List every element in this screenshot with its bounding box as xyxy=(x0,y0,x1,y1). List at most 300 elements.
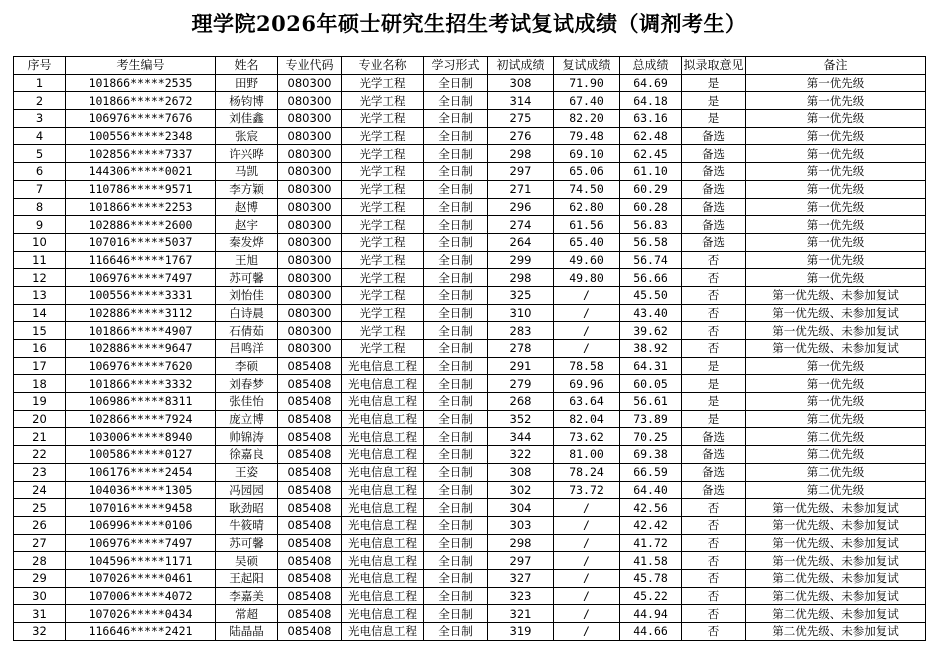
table-row xyxy=(14,552,926,570)
col-exam-id-cell: 102886*****9647 xyxy=(66,340,216,358)
col-total-score-cell: 44.94 xyxy=(620,605,682,623)
col-major-name-cell: 光学工程 xyxy=(342,74,424,92)
col-remark-cell: 第一优先级 xyxy=(746,269,926,287)
col-admission-cell: 备选 xyxy=(682,428,746,446)
table-row xyxy=(14,251,926,269)
col-prelim-score-cell: 327 xyxy=(488,569,554,587)
col-total-score-cell: 41.58 xyxy=(620,552,682,570)
col-retest-score-cell: 62.80 xyxy=(554,198,620,216)
col-remark-cell: 第二优先级、未参加复试 xyxy=(746,587,926,605)
table-row xyxy=(14,127,926,145)
col-major-name-cell: 光学工程 xyxy=(342,340,424,358)
col-exam-id-cell: 103006*****8940 xyxy=(66,428,216,446)
col-total-score-header: 总成绩 xyxy=(620,57,682,75)
col-major-code-cell: 085408 xyxy=(278,357,342,375)
col-total-score-cell: 73.89 xyxy=(620,410,682,428)
col-admission-cell: 是 xyxy=(682,393,746,411)
col-major-code-cell: 080300 xyxy=(278,145,342,163)
col-remark-cell: 第一优先级、未参加复试 xyxy=(746,552,926,570)
col-major-name-cell: 光电信息工程 xyxy=(342,393,424,411)
col-total-score-cell: 62.48 xyxy=(620,127,682,145)
col-major-code-cell: 080300 xyxy=(278,269,342,287)
col-major-code-cell: 080300 xyxy=(278,233,342,251)
col-name-cell: 吕鸣洋 xyxy=(216,340,278,358)
col-remark-cell: 第一优先级 xyxy=(746,163,926,181)
col-total-score-cell: 64.40 xyxy=(620,481,682,499)
col-retest-score-cell: / xyxy=(554,623,620,641)
col-remark-cell: 第一优先级 xyxy=(746,233,926,251)
col-study-mode-cell: 全日制 xyxy=(424,110,488,128)
col-name-cell: 徐嘉良 xyxy=(216,446,278,464)
col-seq-cell: 32 xyxy=(14,623,66,641)
col-exam-id-cell: 106176*****2454 xyxy=(66,463,216,481)
col-retest-score-cell: / xyxy=(554,304,620,322)
col-seq-cell: 30 xyxy=(14,587,66,605)
col-retest-score-cell: / xyxy=(554,587,620,605)
col-study-mode-cell: 全日制 xyxy=(424,145,488,163)
col-prelim-score-cell: 314 xyxy=(488,92,554,110)
col-remark-cell: 第一优先级、未参加复试 xyxy=(746,499,926,517)
col-prelim-score-cell: 297 xyxy=(488,552,554,570)
col-seq-cell: 5 xyxy=(14,145,66,163)
col-prelim-score-cell: 296 xyxy=(488,198,554,216)
col-name-cell: 杨钧博 xyxy=(216,92,278,110)
col-retest-score-cell: 73.62 xyxy=(554,428,620,446)
col-total-score-cell: 56.83 xyxy=(620,216,682,234)
col-remark-cell: 第一优先级 xyxy=(746,110,926,128)
col-total-score-cell: 45.78 xyxy=(620,569,682,587)
col-study-mode-cell: 全日制 xyxy=(424,481,488,499)
col-name-cell: 冯园园 xyxy=(216,481,278,499)
col-exam-id-cell: 106976*****7497 xyxy=(66,534,216,552)
col-remark-cell: 第一优先级 xyxy=(746,198,926,216)
col-remark-cell: 第一优先级 xyxy=(746,127,926,145)
col-name-cell: 赵博 xyxy=(216,198,278,216)
table-row xyxy=(14,499,926,517)
col-total-score-cell: 56.58 xyxy=(620,233,682,251)
col-exam-id-cell: 100586*****0127 xyxy=(66,446,216,464)
col-total-score-cell: 42.42 xyxy=(620,516,682,534)
col-name-cell: 刘春梦 xyxy=(216,375,278,393)
table-row xyxy=(14,357,926,375)
col-major-code-cell: 085408 xyxy=(278,428,342,446)
col-study-mode-cell: 全日制 xyxy=(424,569,488,587)
col-admission-cell: 否 xyxy=(682,499,746,517)
col-prelim-score-cell: 304 xyxy=(488,499,554,517)
col-retest-score-cell: 61.56 xyxy=(554,216,620,234)
col-retest-score-cell: 67.40 xyxy=(554,92,620,110)
col-major-code-cell: 085408 xyxy=(278,499,342,517)
col-major-code-cell: 085408 xyxy=(278,446,342,464)
col-remark-cell: 第二优先级、未参加复试 xyxy=(746,605,926,623)
col-admission-cell: 否 xyxy=(682,569,746,587)
col-retest-score-cell: 78.58 xyxy=(554,357,620,375)
col-prelim-score-header: 初试成绩 xyxy=(488,57,554,75)
col-admission-cell: 否 xyxy=(682,552,746,570)
col-major-code-cell: 080300 xyxy=(278,340,342,358)
col-major-code-cell: 080300 xyxy=(278,251,342,269)
col-admission-cell: 备选 xyxy=(682,233,746,251)
col-study-mode-cell: 全日制 xyxy=(424,286,488,304)
col-name-cell: 李硕 xyxy=(216,357,278,375)
col-seq-cell: 17 xyxy=(14,357,66,375)
col-major-code-cell: 085408 xyxy=(278,481,342,499)
col-remark-cell: 第二优先级 xyxy=(746,428,926,446)
col-major-name-cell: 光电信息工程 xyxy=(342,534,424,552)
col-exam-id-cell: 102886*****2600 xyxy=(66,216,216,234)
col-retest-score-cell: 78.24 xyxy=(554,463,620,481)
col-exam-id-cell: 116646*****2421 xyxy=(66,623,216,641)
col-seq-cell: 28 xyxy=(14,552,66,570)
table-row xyxy=(14,145,926,163)
col-study-mode-cell: 全日制 xyxy=(424,269,488,287)
col-seq-cell: 11 xyxy=(14,251,66,269)
col-major-name-cell: 光电信息工程 xyxy=(342,569,424,587)
col-exam-id-cell: 101866*****4907 xyxy=(66,322,216,340)
col-admission-cell: 备选 xyxy=(682,145,746,163)
col-prelim-score-cell: 319 xyxy=(488,623,554,641)
table-row xyxy=(14,198,926,216)
col-retest-score-cell: 49.80 xyxy=(554,269,620,287)
col-admission-cell: 备选 xyxy=(682,481,746,499)
col-total-score-cell: 41.72 xyxy=(620,534,682,552)
col-study-mode-header: 学习形式 xyxy=(424,57,488,75)
col-major-name-cell: 光电信息工程 xyxy=(342,605,424,623)
col-prelim-score-cell: 322 xyxy=(488,446,554,464)
col-prelim-score-cell: 308 xyxy=(488,74,554,92)
col-seq-cell: 8 xyxy=(14,198,66,216)
col-retest-score-cell: 49.60 xyxy=(554,251,620,269)
col-retest-score-cell: 71.90 xyxy=(554,74,620,92)
col-study-mode-cell: 全日制 xyxy=(424,552,488,570)
col-exam-id-cell: 106976*****7676 xyxy=(66,110,216,128)
col-total-score-cell: 60.28 xyxy=(620,198,682,216)
col-remark-cell: 第二优先级 xyxy=(746,463,926,481)
col-major-code-cell: 085408 xyxy=(278,410,342,428)
col-prelim-score-cell: 268 xyxy=(488,393,554,411)
col-prelim-score-cell: 278 xyxy=(488,340,554,358)
col-total-score-cell: 39.62 xyxy=(620,322,682,340)
col-major-name-cell: 光学工程 xyxy=(342,145,424,163)
table-row xyxy=(14,322,926,340)
col-total-score-cell: 69.38 xyxy=(620,446,682,464)
col-seq-cell: 19 xyxy=(14,393,66,411)
col-study-mode-cell: 全日制 xyxy=(424,180,488,198)
col-admission-cell: 是 xyxy=(682,410,746,428)
col-admission-cell: 备选 xyxy=(682,463,746,481)
col-exam-id-cell: 104036*****1305 xyxy=(66,481,216,499)
col-major-code-cell: 085408 xyxy=(278,623,342,641)
col-remark-cell: 第一优先级 xyxy=(746,375,926,393)
col-admission-cell: 否 xyxy=(682,322,746,340)
col-study-mode-cell: 全日制 xyxy=(424,216,488,234)
col-retest-score-cell: 65.40 xyxy=(554,233,620,251)
col-exam-id-cell: 101866*****2535 xyxy=(66,74,216,92)
col-study-mode-cell: 全日制 xyxy=(424,92,488,110)
col-total-score-cell: 63.16 xyxy=(620,110,682,128)
col-study-mode-cell: 全日制 xyxy=(424,446,488,464)
col-seq-cell: 22 xyxy=(14,446,66,464)
col-seq-cell: 20 xyxy=(14,410,66,428)
col-seq-cell: 4 xyxy=(14,127,66,145)
col-remark-cell: 第一优先级 xyxy=(746,92,926,110)
col-admission-cell: 否 xyxy=(682,605,746,623)
col-prelim-score-cell: 321 xyxy=(488,605,554,623)
col-retest-score-cell: 74.50 xyxy=(554,180,620,198)
col-remark-cell: 第二优先级 xyxy=(746,410,926,428)
col-retest-score-cell: / xyxy=(554,552,620,570)
col-major-name-cell: 光电信息工程 xyxy=(342,375,424,393)
col-exam-id-cell: 106996*****0106 xyxy=(66,516,216,534)
table-row xyxy=(14,534,926,552)
col-admission-cell: 是 xyxy=(682,357,746,375)
col-retest-score-cell: / xyxy=(554,605,620,623)
col-major-name-cell: 光学工程 xyxy=(342,251,424,269)
col-seq-cell: 12 xyxy=(14,269,66,287)
col-name-cell: 陆晶晶 xyxy=(216,623,278,641)
col-prelim-score-cell: 275 xyxy=(488,110,554,128)
col-prelim-score-cell: 274 xyxy=(488,216,554,234)
col-major-code-cell: 085408 xyxy=(278,516,342,534)
col-prelim-score-cell: 279 xyxy=(488,375,554,393)
col-name-cell: 秦发烨 xyxy=(216,233,278,251)
col-major-code-cell: 085408 xyxy=(278,552,342,570)
col-admission-cell: 备选 xyxy=(682,446,746,464)
col-major-name-cell: 光学工程 xyxy=(342,286,424,304)
col-name-cell: 白诗晨 xyxy=(216,304,278,322)
col-prelim-score-cell: 264 xyxy=(488,233,554,251)
col-admission-cell: 否 xyxy=(682,269,746,287)
table-row xyxy=(14,587,926,605)
col-exam-id-cell: 106976*****7620 xyxy=(66,357,216,375)
col-admission-cell: 是 xyxy=(682,110,746,128)
col-seq-cell: 6 xyxy=(14,163,66,181)
col-admission-cell: 否 xyxy=(682,534,746,552)
col-remark-cell: 第一优先级、未参加复试 xyxy=(746,516,926,534)
table-row xyxy=(14,516,926,534)
col-prelim-score-cell: 298 xyxy=(488,145,554,163)
col-exam-id-cell: 144306*****0021 xyxy=(66,163,216,181)
col-retest-score-cell: 65.06 xyxy=(554,163,620,181)
col-total-score-cell: 42.56 xyxy=(620,499,682,517)
col-major-name-cell: 光学工程 xyxy=(342,304,424,322)
col-major-name-cell: 光电信息工程 xyxy=(342,499,424,517)
col-prelim-score-cell: 352 xyxy=(488,410,554,428)
col-admission-cell: 是 xyxy=(682,375,746,393)
table-row xyxy=(14,481,926,499)
col-exam-id-cell: 107016*****9458 xyxy=(66,499,216,517)
col-remark-cell: 第二优先级 xyxy=(746,481,926,499)
col-prelim-score-cell: 276 xyxy=(488,127,554,145)
table-row xyxy=(14,569,926,587)
table-row xyxy=(14,286,926,304)
col-study-mode-cell: 全日制 xyxy=(424,127,488,145)
col-major-name-cell: 光电信息工程 xyxy=(342,623,424,641)
col-retest-score-cell: / xyxy=(554,499,620,517)
col-admission-cell: 否 xyxy=(682,623,746,641)
col-total-score-cell: 62.45 xyxy=(620,145,682,163)
col-total-score-cell: 56.74 xyxy=(620,251,682,269)
col-name-cell: 刘怡佳 xyxy=(216,286,278,304)
col-major-name-cell: 光电信息工程 xyxy=(342,552,424,570)
col-study-mode-cell: 全日制 xyxy=(424,251,488,269)
col-exam-id-cell: 100556*****2348 xyxy=(66,127,216,145)
col-name-cell: 王旭 xyxy=(216,251,278,269)
table-row xyxy=(14,233,926,251)
col-retest-score-cell: / xyxy=(554,569,620,587)
col-name-header: 姓名 xyxy=(216,57,278,75)
col-study-mode-cell: 全日制 xyxy=(424,587,488,605)
col-seq-cell: 27 xyxy=(14,534,66,552)
scores-table xyxy=(13,56,926,641)
col-seq-cell: 23 xyxy=(14,463,66,481)
col-name-cell: 苏可馨 xyxy=(216,269,278,287)
col-seq-cell: 16 xyxy=(14,340,66,358)
col-exam-id-cell: 107026*****0434 xyxy=(66,605,216,623)
col-exam-id-header: 考生编号 xyxy=(66,57,216,75)
col-study-mode-cell: 全日制 xyxy=(424,198,488,216)
table-row xyxy=(14,216,926,234)
col-total-score-cell: 66.59 xyxy=(620,463,682,481)
col-study-mode-cell: 全日制 xyxy=(424,605,488,623)
col-major-name-cell: 光学工程 xyxy=(342,127,424,145)
col-admission-header: 拟录取意见 xyxy=(683,58,744,73)
table-row xyxy=(14,428,926,446)
col-prelim-score-cell: 298 xyxy=(488,534,554,552)
col-admission-cell: 备选 xyxy=(682,198,746,216)
table-row xyxy=(14,375,926,393)
col-admission-cell: 否 xyxy=(682,251,746,269)
col-exam-id-cell: 110786*****9571 xyxy=(66,180,216,198)
col-seq-cell: 9 xyxy=(14,216,66,234)
col-major-code-cell: 080300 xyxy=(278,74,342,92)
col-study-mode-cell: 全日制 xyxy=(424,534,488,552)
col-seq-cell: 15 xyxy=(14,322,66,340)
col-remark-cell: 第一优先级 xyxy=(746,216,926,234)
col-admission-cell: 备选 xyxy=(682,180,746,198)
col-exam-id-cell: 106976*****7497 xyxy=(66,269,216,287)
col-prelim-score-cell: 310 xyxy=(488,304,554,322)
col-retest-score-cell: 63.64 xyxy=(554,393,620,411)
col-study-mode-cell: 全日制 xyxy=(424,74,488,92)
col-exam-id-cell: 101866*****3332 xyxy=(66,375,216,393)
col-admission-cell: 否 xyxy=(682,286,746,304)
col-study-mode-cell: 全日制 xyxy=(424,233,488,251)
col-major-name-cell: 光电信息工程 xyxy=(342,481,424,499)
col-exam-id-cell: 102886*****3112 xyxy=(66,304,216,322)
col-major-name-cell: 光学工程 xyxy=(342,322,424,340)
col-remark-header: 备注 xyxy=(746,57,926,75)
col-major-name-header: 专业名称 xyxy=(342,57,424,75)
col-major-code-cell: 085408 xyxy=(278,605,342,623)
col-admission-cell: 否 xyxy=(682,587,746,605)
col-prelim-score-cell: 344 xyxy=(488,428,554,446)
col-study-mode-cell: 全日制 xyxy=(424,393,488,411)
col-name-cell: 王姿 xyxy=(216,463,278,481)
col-total-score-cell: 60.29 xyxy=(620,180,682,198)
table-row xyxy=(14,92,926,110)
col-total-score-cell: 56.61 xyxy=(620,393,682,411)
col-exam-id-cell: 104596*****1171 xyxy=(66,552,216,570)
col-prelim-score-cell: 298 xyxy=(488,269,554,287)
col-retest-score-cell: 69.96 xyxy=(554,375,620,393)
col-remark-cell: 第二优先级、未参加复试 xyxy=(746,623,926,641)
col-major-code-cell: 080300 xyxy=(278,163,342,181)
col-major-code-cell: 080300 xyxy=(278,110,342,128)
col-major-code-header: 专业代码 xyxy=(278,57,342,75)
col-seq-cell: 13 xyxy=(14,286,66,304)
col-study-mode-cell: 全日制 xyxy=(424,340,488,358)
col-exam-id-cell: 107016*****5037 xyxy=(66,233,216,251)
col-major-name-cell: 光学工程 xyxy=(342,110,424,128)
col-prelim-score-cell: 283 xyxy=(488,322,554,340)
col-study-mode-cell: 全日制 xyxy=(424,499,488,517)
col-exam-id-cell: 116646*****1767 xyxy=(66,251,216,269)
col-major-code-cell: 080300 xyxy=(278,304,342,322)
col-total-score-cell: 56.66 xyxy=(620,269,682,287)
col-name-cell: 石倩茹 xyxy=(216,322,278,340)
col-admission-cell: 是 xyxy=(682,92,746,110)
col-name-cell: 王起阳 xyxy=(216,569,278,587)
col-total-score-cell: 45.50 xyxy=(620,286,682,304)
table-row xyxy=(14,463,926,481)
col-remark-cell: 第一优先级 xyxy=(746,145,926,163)
col-name-cell: 常超 xyxy=(216,605,278,623)
col-name-cell: 牛筱晴 xyxy=(216,516,278,534)
col-total-score-cell: 61.10 xyxy=(620,163,682,181)
col-admission-cell: 是 xyxy=(682,74,746,92)
col-name-cell: 张佳怡 xyxy=(216,393,278,411)
col-seq-cell: 26 xyxy=(14,516,66,534)
col-total-score-cell: 64.18 xyxy=(620,92,682,110)
col-admission-cell: 备选 xyxy=(682,163,746,181)
col-seq-header: 序号 xyxy=(14,57,66,75)
table-row xyxy=(14,623,926,641)
col-remark-cell: 第一优先级、未参加复试 xyxy=(746,534,926,552)
col-seq-cell: 1 xyxy=(14,74,66,92)
table-row xyxy=(14,269,926,287)
col-total-score-cell: 38.92 xyxy=(620,340,682,358)
col-admission-cell: 否 xyxy=(682,516,746,534)
col-seq-cell: 3 xyxy=(14,110,66,128)
table-row xyxy=(14,74,926,92)
col-retest-score-cell: 82.20 xyxy=(554,110,620,128)
col-seq-cell: 24 xyxy=(14,481,66,499)
col-major-code-cell: 085408 xyxy=(278,534,342,552)
col-remark-cell: 第一优先级、未参加复试 xyxy=(746,340,926,358)
col-study-mode-cell: 全日制 xyxy=(424,322,488,340)
col-major-name-cell: 光电信息工程 xyxy=(342,428,424,446)
col-name-cell: 马凯 xyxy=(216,163,278,181)
col-major-code-cell: 080300 xyxy=(278,180,342,198)
col-study-mode-cell: 全日制 xyxy=(424,375,488,393)
col-seq-cell: 10 xyxy=(14,233,66,251)
col-major-name-cell: 光电信息工程 xyxy=(342,357,424,375)
col-seq-cell: 7 xyxy=(14,180,66,198)
col-remark-cell: 第一优先级、未参加复试 xyxy=(746,322,926,340)
col-prelim-score-cell: 303 xyxy=(488,516,554,534)
col-seq-cell: 29 xyxy=(14,569,66,587)
table-row xyxy=(14,110,926,128)
col-exam-id-cell: 100556*****3331 xyxy=(66,286,216,304)
col-name-cell: 苏可馨 xyxy=(216,534,278,552)
col-prelim-score-cell: 297 xyxy=(488,163,554,181)
col-seq-cell: 18 xyxy=(14,375,66,393)
col-remark-cell: 第一优先级、未参加复试 xyxy=(746,286,926,304)
table-row xyxy=(14,340,926,358)
col-retest-score-cell: / xyxy=(554,534,620,552)
col-major-name-cell: 光电信息工程 xyxy=(342,463,424,481)
